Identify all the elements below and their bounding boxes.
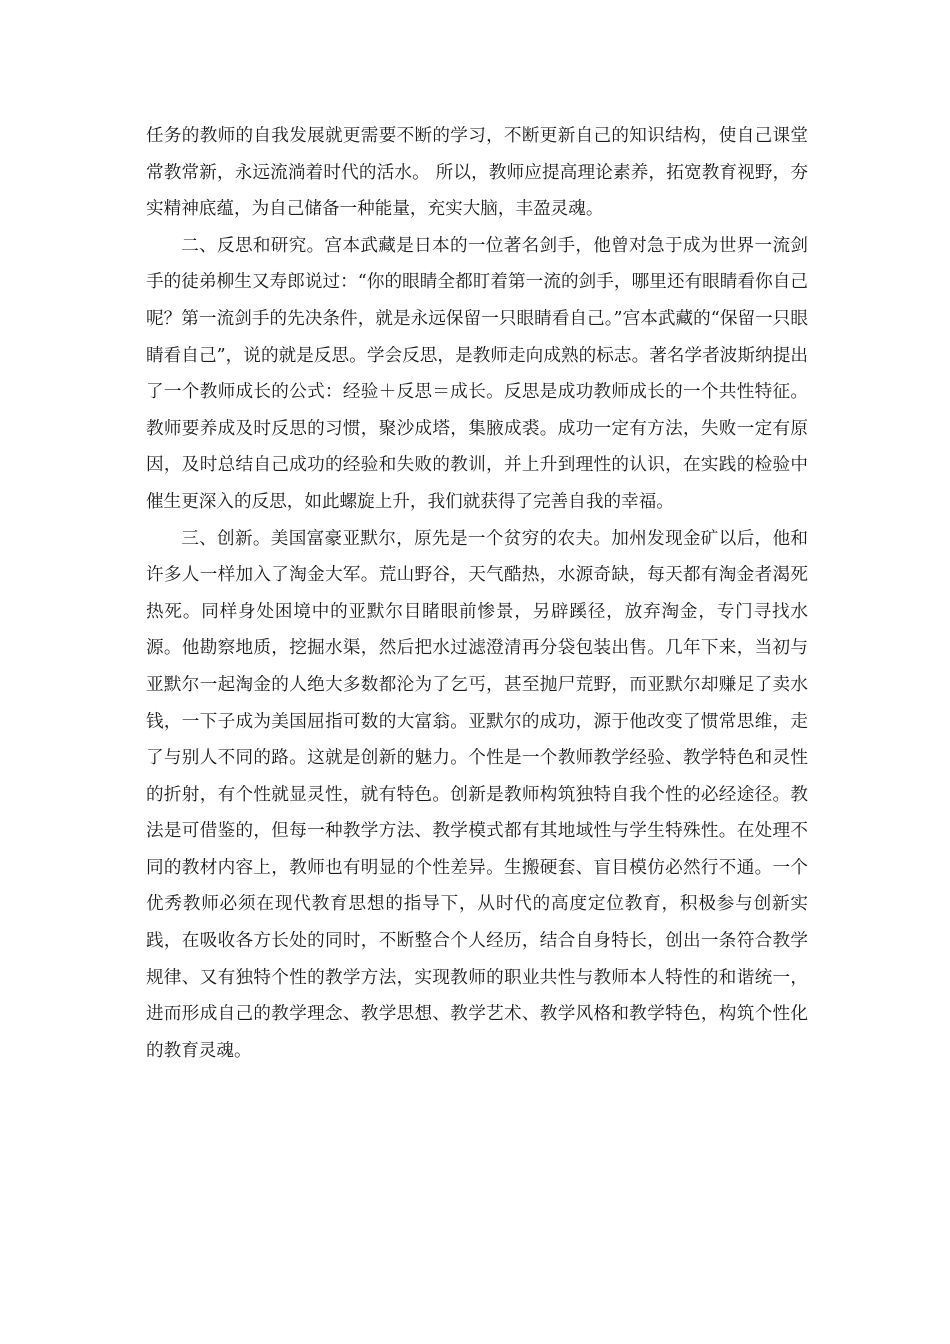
paragraph-innovation: 三、创新。美国富豪亚默尔，原先是一个贫穷的农夫。加州发现金矿以后，他和许多人一样加入了淘金大军。荒山野谷，天气酷热，水源奇缺，每天都有淘金者渴死热死。同样身处困境中的亚默尔目睹眼前惨景，另辟蹊径，放弃淘金，专门寻找水源。他勘察地质，挖掘水渠，然后把水过滤澄清再分袋包装出售。几年下来，当初与亚默尔一起淘金的人绝大多数都沦为了乞丐，甚至抛尸荒野，而亚默尔却赚足了卖水钱，一下子成为美国屈指可数的大富翁。亚默尔的成功，源于他改变了惯常思维，走了与别人不同的路。这就是创新的魅力。个性是一个教师教学经验、教学特色和灵性的折射，有个性就显灵性，就有特色。创新是教师构筑独特自我个性的必经途径。教法是可借鉴的，但每一种教学方法、教学模式都有其地域性与学生特殊性。在处理不同的教材内容上，教师也有明显的个性差异。生搬硬套、盲目模仿必然行不通。一个优秀教师必须在现代教育思想的指导下，从时代的高度定位教育，积极参与创新实践，在吸收各方长处的同时，不断整合个人经历，结合自身特长，创出一条符合教学规律、又有独特个性的教学方法，实现教师的职业共性与教师本人特性的和谐统一，进而形成自己的教学理念、教学思想、教学艺术、教学风格和教学特色，构筑个性化的教育灵魂。 xyxy=(146,528,808,1061)
paragraph-continuation: 任务的教师的自我发展就更需要不断的学习，不断更新自己的知识结构，使自己课堂常教常新，永远流淌着时代的活水。 所以，教师应提高理论素养，拓宽教育视野，夯实精神底蕴，为自己储备一种能量，充实大脑，丰盈灵魂。 xyxy=(146,126,808,220)
paragraph-reflection-research: 二、反思和研究。宫本武藏是日本的一位著名剑手，他曾对急于成为世界一流剑手的徒弟柳生又寿郎说过：“你的眼睛全都盯着第一流的剑手，哪里还有眼睛看你自己呢？第一流剑手的先决条件，就是永远保留一只眼睛看自己。”宫本武藏的“保留一只眼睛看自己”，说的就是反思。学会反思，是教师走向成熟的标志。著名学者波斯纳提出了一个教师成长的公式：经验＋反思＝成长。反思是成功教师成长的一个共性特征。教师要养成及时反思的习惯，聚沙成塔，集腋成裘。成功一定有方法，失败一定有原因，及时总结自己成功的经验和失败的教训，并上升到理性的认识，在实践的检验中催生更深入的反思，如此螺旋上升，我们就获得了完善自我的幸福。 xyxy=(146,235,808,512)
document-body xyxy=(146,118,808,1069)
